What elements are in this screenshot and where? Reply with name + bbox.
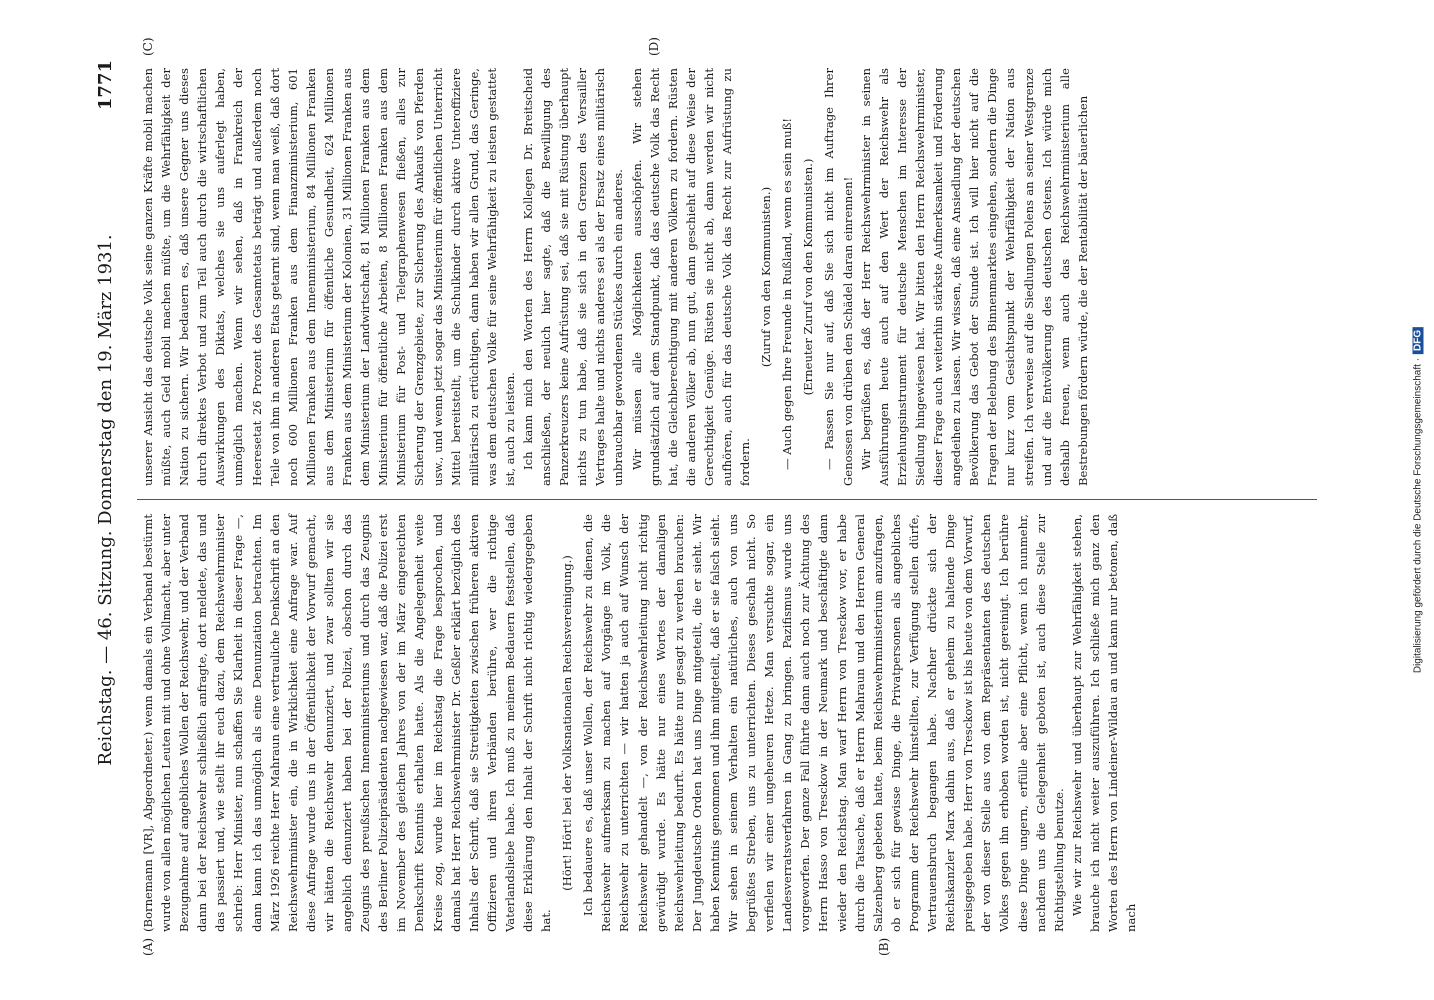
margin-marker-d: (D) xyxy=(647,37,661,56)
paragraph: Ich kann mich den Worten des Herrn Kollegen Dr. Breitscheid anschließen, der neulich hier sagte, daß die Bewilligung des Panzerkreuzers keine Aufrüstung sei, daß sie mit Rüstung überhaupt nichts zu tun habe, daß sie sich in den Grenzen des Versailler Vertrages halte und nichts anderes sei als der Ersatz eines militärisch unbrauchbar gewordenen Stückes durch ein anderes. xyxy=(520,68,626,486)
footer-text: Digitalisierung gefördert durch die Deutsche Forschungsgemeinschaft · xyxy=(1412,357,1424,674)
digitization-footer xyxy=(1413,327,1424,673)
left-column xyxy=(139,514,1140,932)
margin-marker-c: (C) xyxy=(141,37,155,56)
paragraph: Ich bedauere es, daß unser Wollen, der Reichswehr zu dienen, die Reichswehr aufmerksam zu machen auf Vorgänge im Volk, die Reichswehr zu unterrichten — wir hatten ja auch auf Wunsch der Reichswehr gehandelt —, von der Reichswehrleitung nicht richtig gewürdigt wurde. Es hätte nur eines Wortes der damaligen Reichswehrleitung bedurft. Es hätte nur gesagt zu werden brauchen: Der Jungdeutsche Orden hat uns Dinge mitgeteilt, die er sieht. Wir haben Kenntnis genommen und ihm mitgeteilt, daß er sie falsch sieht. Wir sehen in seinem Verhalten ein natürliches, auch von uns begrüßtes Streben, uns zu unterrichten. Dieses geschah nicht. So verfielen wir einer ungeheuren Hetze. Man versuchte sogar, ein Landesverratsverfahren in Gang zu bringen. Pazifismus wurde uns vorgeworfen. Der ganze Fall führte dann auch noch zur Ächtung des Herrn Hasso von Tresckow in der Neumark und beschäftigte dann wieder den Reichstag. Man warf Herrn von Tresckow vor, er habe durch die Tatsache, daß er Herrn Mahraun und den Herren General Salzenberg gebeten hatte, beim Reichswehrministerium anzufragen, ob er sich für gewisse Dinge, die Privatpersonen als angebliches Programm der Reichswehr hinstellten, zur Verfügung stellen dürfe, Vertrauensbruch begangen habe. Nachher drückte sich der Reichskanzler Marx dahin aus, daß er geheim zu haltende Dinge preisgegeben habe. Herr von Tresckow ist bis heute von dem Vorwurf, der von dieser Stelle aus von dem Repräsentanten des deutschen Volkes gegen ihn erhoben worden ist, nicht gereinigt. Ich berühre diese Dinge ungern, erfülle aber eine Pflicht, wenn ich nunmehr, nachdem uns die Gelegenheit geboten ist, auch diese Stelle zur Richtigstellung benutze. xyxy=(581,514,1066,932)
dfg-logo: DFG xyxy=(1413,327,1424,354)
column-divider xyxy=(137,499,1317,500)
paragraph: Wie wir zur Reichswehr und überhaupt zur Wehrfähigkeit stehen, brauche ich nicht weiter auszuführen. Ich schließe mich ganz den Worten des Herrn von Lindeiner-Wildau an und kann nur betonen, daß nach xyxy=(1069,514,1139,932)
paragraph: Wir begrüßen es, daß der Herr Reichswehrminister in seinen Ausführungen heute auch auf den Wert der Reichswehr als Erziehungsinstrument für deutsche Menschen im Interesse der Siedlung hingewiesen hat. Wir bitten den Herrn Reichswehrminister, dieser Frage auch weiterhin stärkste Aufmerksamkeit und Förderung angedeihen zu lassen. Wir wissen, daß eine Ansiedlung der deutschen Bevölkerung das Gebot der Stunde ist. Ich will hier nicht auf die Fragen der Belebung des Binnenmarktes eingehen, sondern die Dinge nur kurz vom Gesichtspunkt der Wehrfähigkeit der Nation aus streifen. Ich verweise auf die Siedlungen Polens an seiner Westgrenze und auf die Entvölkerung des deutschen Ostens. Ich würde mich deshalb freuen, wenn auch das Reichswehrministerium alle Bestrebungen fördern würde, die der Rentabilität der bäuerlichen xyxy=(858,68,1090,486)
margin-marker-b: (B) xyxy=(877,937,891,956)
interjection: (Zuruf von den Kommunisten.) xyxy=(759,186,774,368)
page-number: 1771 xyxy=(95,60,116,111)
interjection: (Hört! Hört! bei der Volksnationalen Reichsvereinigung.) xyxy=(560,555,575,891)
right-column xyxy=(139,68,1092,486)
page-title: Reichstag. — 46. Sitzung. Donnerstag den 19. März 1931. xyxy=(95,234,116,766)
paragraph: unserer Ansicht das deutsche Volk seine ganzen Kräfte mobil machen müßte, auch Geld mobil machen müßte, um die Wehrfähigkeit der Nation zu sichern. Wir bedauern es, daß unsere Gegner uns dieses durch direktes Verbot und zum Teil auch durch die wirtschaftlichen Auswirkungen des Diktats, welches sie uns auferlegt haben, unmöglich machen. Wenn wir sehen, daß in Frankreich der Heeresetat 26 Prozent des Gesamtetats beträgt und außerdem noch Teile von ihm in anderen Etats getarnt sind, wenn man weiß, daß dort noch 600 Millionen Franken aus dem Finanzministerium, 601 Millionen Franken aus dem Innenministerium, 84 Millionen Franken aus dem Ministerium für öffentliche Gesundheit, 624 Millionen Franken aus dem Ministerium der Kolonien, 31 Millionen Franken aus dem Ministerium der Landwirtschaft, 81 Millionen Franken aus dem Ministerium für öffentliche Arbeiten, 8 Millionen Franken aus dem Ministerium für Post- und Telegraphenwesen fließen, alles zur Sicherung der Grenzgebiete, zur Sicherung des Ankaufs von Pferden usw., und wenn jetzt sogar das Ministerium für öffentlichen Unterricht Mittel bereitstellt, um die Schulkinder durch aktive Unteroffiziere militärisch zu ertüchtigen, dann haben wir allen Grund, das Geringe, was dem deutschen Volke für seine Wehrfähigkeit zu leisten gestattet ist, auch zu leisten. xyxy=(141,68,517,486)
margin-marker-a: (A) xyxy=(141,937,155,956)
document-page xyxy=(77,20,1357,980)
page-header xyxy=(95,60,125,940)
interjection: (Erneuter Zuruf von den Kommunisten.) xyxy=(801,158,816,396)
paragraph: — Passen Sie nur auf, daß Sie sich nicht im Auftrage Ihrer Genossen von drüben den Schädel daran einrennen! xyxy=(822,68,855,486)
paragraph: — Auch gegen Ihre Freunde in Rußland, wenn es sein muß! xyxy=(780,117,795,470)
paragraph: Wir müssen alle Möglichkeiten ausschöpfen. Wir stehen grundsätzlich auf dem Standpunkt, daß das deutsche Volk das Recht hat, die Gleichberechtigung mit anderen Völkern zu fordern. Rüsten die anderen Völker ab, nun gut, dann geschieht auf diese Weise der Gerechtigkeit Genüge. Rüsten sie nicht ab, dann werden wir nicht aufhören, auch für das deutsche Volk das Recht zur Aufrüstung zu fordern. xyxy=(629,68,753,486)
paragraph: (Bornemann [VR], Abgeordneter.) wenn damals ein Verband bestürmt wurde von allen möglichen Leuten mit und ohne Vollmacht, aber unter Bezugnahme auf angebliches Wollen der Reichswehr, und der Verband dann bei der Reichswehr schließlich anfragte, dort meldete, das und das passiert und, wie stellt ihr euch dazu, dem Reichswehrminister schrieb: Herr Minister, nun schaffen Sie Klarheit in dieser Frage —, dann kann ich das unmöglich als eine Denunziation betrachten. Im März 1926 reichte Herr Mahraun eine vertrauliche Denkschrift an den Reichswehrminister ein, die in Wirklichkeit eine Anfrage war. Auf diese Anfrage wurde uns in der Öffentlichkeit der Vorwurf gemacht, wir hätten die Reichswehr denunziert, und zwar sollten wir sie angeblich denunziert haben bei der Polizei, obschon durch das Zeugnis des preußischen Innenministeriums und durch das Zeugnis des Berliner Polizeipräsidenten nachgewiesen war, daß die Polizei erst im November des gleichen Jahres von der im März eingereichten Denkschrift Kenntnis erhalten hatte. Als die Angelegenheit weite Kreise zog, wurde hier im Reichstag die Frage besprochen, und damals hat Herr Reichswehrminister Dr. Geßler erklärt bezüglich des Inhalts der Schrift, daß sie Streitigkeiten zwischen früheren aktiven Offizieren und ihren Verbänden berühre, wer die richtige Vaterlandsliebe habe. Ich muß zu meinem Bedauern feststellen, daß diese Erklärung den Inhalt der Schrift nicht richtig wiedergegeben hat. xyxy=(141,514,554,932)
